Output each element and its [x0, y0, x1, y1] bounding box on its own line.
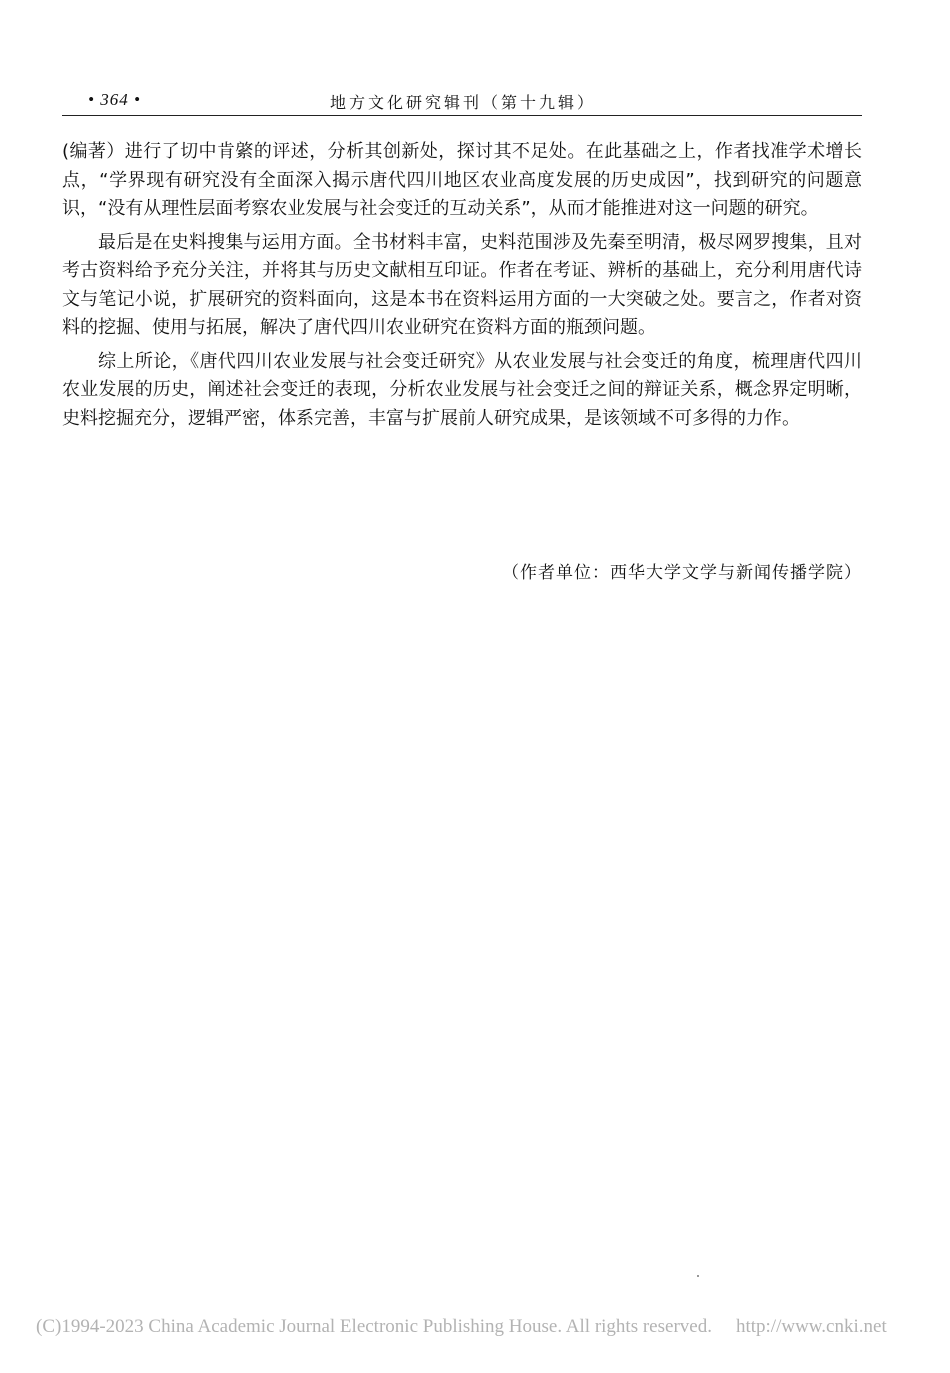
- scan-speck: [697, 1275, 699, 1277]
- paragraph-continuation: (编著）进行了切中肯綮的评述，分析其创新处，探讨其不足处。在此基础之上，作者找准学术增长点，“学界现有研究没有全面深入揭示唐代四川地区农业高度发展的历史成因”，找到研究的问题意识，“没有从理性层面考察农业发展与社会变迁的互动关系”，从而才能推进对这一问题的研究。: [62, 141, 862, 219]
- body-text: [62, 138, 862, 438]
- header-rule: [62, 115, 862, 116]
- running-head: 地方文化研究辑刊（第十九辑）: [330, 93, 597, 112]
- copyright-footer: [36, 1316, 950, 1338]
- paragraph-conclusion: 综上所论，《唐代四川农业发展与社会变迁研究》从农业发展与社会变迁的角度，梳理唐代四川农业发展的历史，阐述社会变迁的表现，分析农业发展与社会变迁之间的辩证关系，概念界定明晰，史料挖掘充分，逻辑严密，体系完善，丰富与扩展前人研究成果，是该领域不可多得的力作。: [62, 350, 862, 429]
- author-affiliation: （作者单位：西华大学文学与新闻传播学院）: [502, 563, 862, 583]
- page-number: • 364 •: [88, 90, 141, 109]
- paragraph-sources: 最后是在史料搜集与运用方面。全书材料丰富，史料范围涉及先秦至明清，极尽网罗搜集，且对考古资料给予充分关注，并将其与历史文献相互印证。作者在考证、辨析的基础上，充分利用唐代诗文与笔记小说，扩展研究的资料面向，这是本书在资料运用方面的一大突破之处。要言之，作者对资料的挖掘、使用与拓展，解决了唐代四川农业研究在资料方面的瓶颈问题。: [62, 231, 862, 338]
- cnki-url: http://www.cnki.net: [735, 1316, 887, 1337]
- page-header: [62, 88, 862, 114]
- copyright-text: (C)1994-2023 China Academic Journal Electronic Publishing House. All rights reserved.: [36, 1316, 712, 1337]
